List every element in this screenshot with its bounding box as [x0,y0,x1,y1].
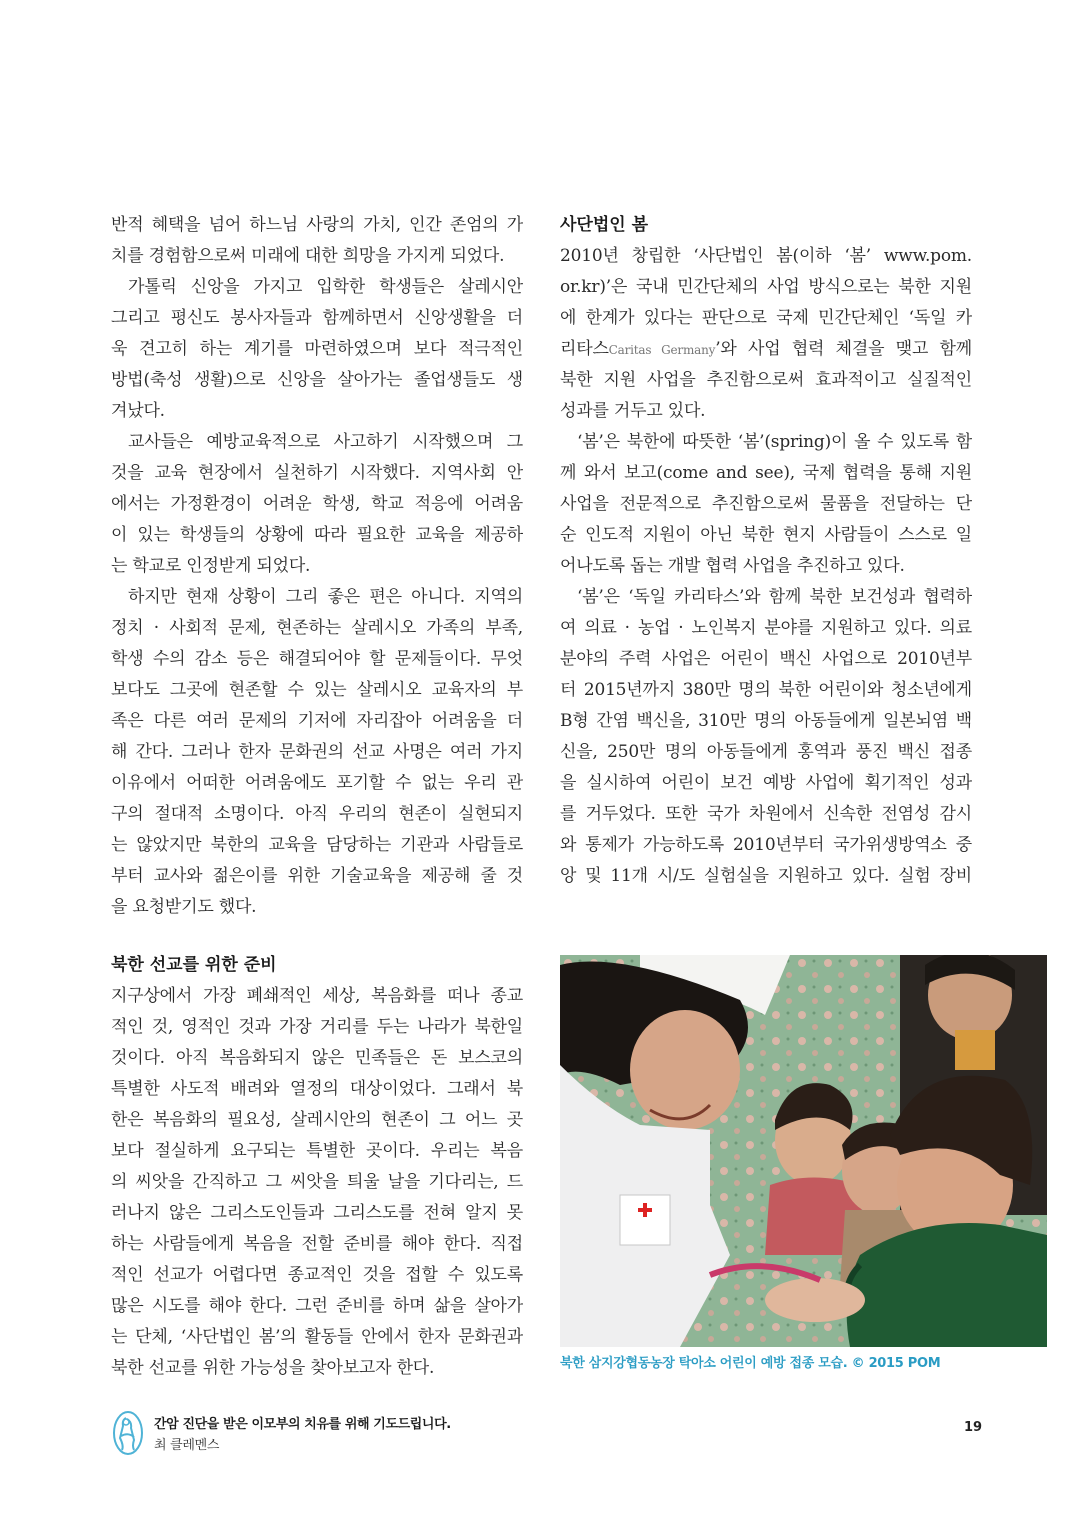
text-line: 2010년 창립한 ‘사단법인 봄(이하 ‘봄’ www.pom. [560,246,972,266]
text-line: 와 통제가 가능하도록 2010년부터 국가위생방역소 중 [560,835,972,855]
text-fragment: 리타스 [560,339,609,359]
text-line: ‘봄’은 북한에 따뜻한 ‘봄’(spring)이 올 수 있도록 함 [577,432,972,452]
text-line: 는 학교로 인정받게 되었다. [111,556,311,576]
page-number: 19 [964,1420,983,1435]
text-line: 치를 경험함으로써 미래에 대한 희망을 가지게 되었다. [111,246,505,266]
text-line: 것이다. 아직 복음화되지 않은 민족들은 돈 보스코의 [111,1048,523,1068]
text-line: 의 씨앗을 간직하고 그 씨앗을 틔울 날을 기다리는, 드 [111,1172,523,1192]
text-line: 는 않았지만 북한의 교육을 담당하는 기관과 사람들로 [111,835,523,855]
text-line: 순 인도적 지원이 아닌 북한 현지 사람들이 스스로 일 [560,525,972,545]
text-line: 반적 혜택을 넘어 하느님 사랑의 가치, 인간 존엄의 가 [111,215,523,235]
text-line: 북한 선교를 위한 가능성을 찾아보고자 한다. [111,1358,435,1378]
text-line: 북한 지원 사업을 추진함으로써 효과적이고 실질적인 [560,370,972,390]
text-line: 성과를 거두고 있다. [560,401,706,421]
text-line: 방법(축성 생활)으로 신앙을 살아가는 졸업생들도 생 [111,370,523,390]
section-north-korea-mission [111,950,523,1384]
text-line: 적인 것, 영적인 것과 가장 거리를 두는 나라가 북한일 [111,1017,523,1037]
text-line: 욱 견고히 하는 계기를 마련하였으며 보다 적극적인 [111,339,523,359]
text-line: 많은 시도를 해야 한다. 그런 준비를 하며 삶을 살아가 [111,1296,523,1316]
text-line: 부터 교사와 젊은이를 위한 기술교육을 제공해 줄 것 [111,866,523,886]
text-line: 에서는 가정환경이 어려운 학생, 학교 적응에 어려움 [111,494,523,514]
text-line: 그리고 평신도 봉사자들과 함께하면서 신앙생활을 더 [111,308,523,328]
photo-caption: 북한 삼지강협동농장 탁아소 어린이 예방 접종 모습. © 2015 POM [560,1356,941,1371]
text-line: 터 2015년까지 380만 명의 북한 어린이와 청소년에게 [560,680,972,700]
madonna-logo-icon [112,1410,144,1456]
text-line: 이유에서 어떠한 어려움에도 포기할 수 없는 우리 관 [111,773,523,793]
text-line: 학생 수의 감소 등은 해결되어야 할 문제들이다. 무엇 [111,649,523,669]
text-line: ‘봄’은 ‘독일 카리타스’와 함께 북한 보건성과 협력하 [577,587,972,607]
text-line: 러나지 않은 그리스도인들과 그리스도를 전혀 알지 못 [111,1203,523,1223]
text-line: 겨났다. [111,401,165,421]
text-line: 하는 사람들에게 복음을 전할 준비를 해야 한다. 직접 [111,1234,523,1254]
text-line: 보다 절실하게 요구되는 특별한 곳이다. 우리는 복음 [111,1141,523,1161]
section-heading: 북한 선교를 위한 준비 [111,955,277,975]
text-line: B형 간염 백신을, 310만 명의 아동들에게 일본뇌염 백 [560,711,972,731]
text-line: 해 간다. 그러나 한자 문화권의 선교 사명은 여러 가지 [111,742,523,762]
text-line: 앙 및 11개 시/도 실험실을 지원하고 있다. 실험 장비 [560,866,972,886]
text-line: 신을, 250만 명의 아동들에게 홍역과 풍진 백신 접종 [560,742,972,762]
vaccination-photo-illustration [560,955,1047,1347]
text-line-caritas [560,334,972,365]
text-line: 족은 다른 여러 문제의 기저에 자리잡아 어려움을 더 [111,711,523,731]
text-fragment: ’와 사업 협력 체결을 맺고 함께 [715,339,972,359]
text-line: 교사들은 예방교육적으로 사고하기 시작했으며 그 [128,432,523,452]
text-line: 특별한 사도적 배려와 열정의 대상이었다. 그래서 북 [111,1079,523,1099]
vaccination-photo [560,955,1047,1347]
text-line: 는 단체, ‘사단법인 봄’의 활동들 안에서 한자 문화권과 [111,1327,523,1347]
text-line: 하지만 현재 상황이 그리 좋은 편은 아니다. 지역의 [128,587,523,607]
text-line: 을 실시하여 어린이 보건 예방 사업에 획기적인 성과 [560,773,972,793]
text-line: 것을 교육 현장에서 실천하기 시작했다. 지역사회 안 [111,463,523,483]
section-heading: 사단법인 봄 [560,215,649,235]
text-line: 를 거두었다. 또한 국가 차원에서 신속한 전염성 감시 [560,804,972,824]
footer-prayer-text: 간암 진단을 받은 이모부의 치유를 위해 기도드립니다. [154,1417,451,1432]
text-line: 적인 선교가 어렵다면 종교적인 것을 접할 수 있도록 [111,1265,523,1285]
text-line: 사업을 전문적으로 추진함으로써 물품을 전달하는 단 [560,494,972,514]
text-line: 이 있는 학생들의 상황에 따라 필요한 교육을 제공하 [111,525,523,545]
text-line: 가톨릭 신앙을 가지고 입학한 학생들은 살레시안 [128,277,523,297]
text-line: 정치 · 사회적 문제, 현존하는 살레시오 가족의 부족, [111,618,523,638]
caritas-germany-subscript: Caritas Germany [608,343,716,357]
text-line: 보다도 그곳에 현존할 수 있는 살레시오 교육자의 부 [111,680,523,700]
text-line: 한은 복음화의 필요성, 살레시안의 현존이 그 어느 곳 [111,1110,523,1130]
text-line: 에 한계가 있다는 판단으로 국제 민간단체인 ‘독일 카 [560,308,972,328]
left-column-text [111,210,523,923]
text-line: or.kr)’은 국내 민간단체의 사업 방식으로는 북한 지원 [560,277,972,297]
text-line: 께 와서 보고(come and see), 국제 협력을 통해 지원 [560,463,972,483]
section-pom [560,210,972,892]
text-line: 을 요청받기도 했다. [111,897,257,917]
text-line: 어나도록 돕는 개발 협력 사업을 추진하고 있다. [560,556,905,576]
text-line: 분야의 주력 사업은 어린이 백신 사업으로 2010년부 [560,649,972,669]
footer-author: 최 클레멘스 [154,1438,220,1453]
text-line: 여 의료 · 농업 · 노인복지 분야를 지원하고 있다. 의료 [560,618,972,638]
text-line: 구의 절대적 소명이다. 아직 우리의 현존이 실현되지 [111,804,523,824]
text-line: 지구상에서 가장 폐쇄적인 세상, 복음화를 떠나 종교 [111,986,523,1006]
